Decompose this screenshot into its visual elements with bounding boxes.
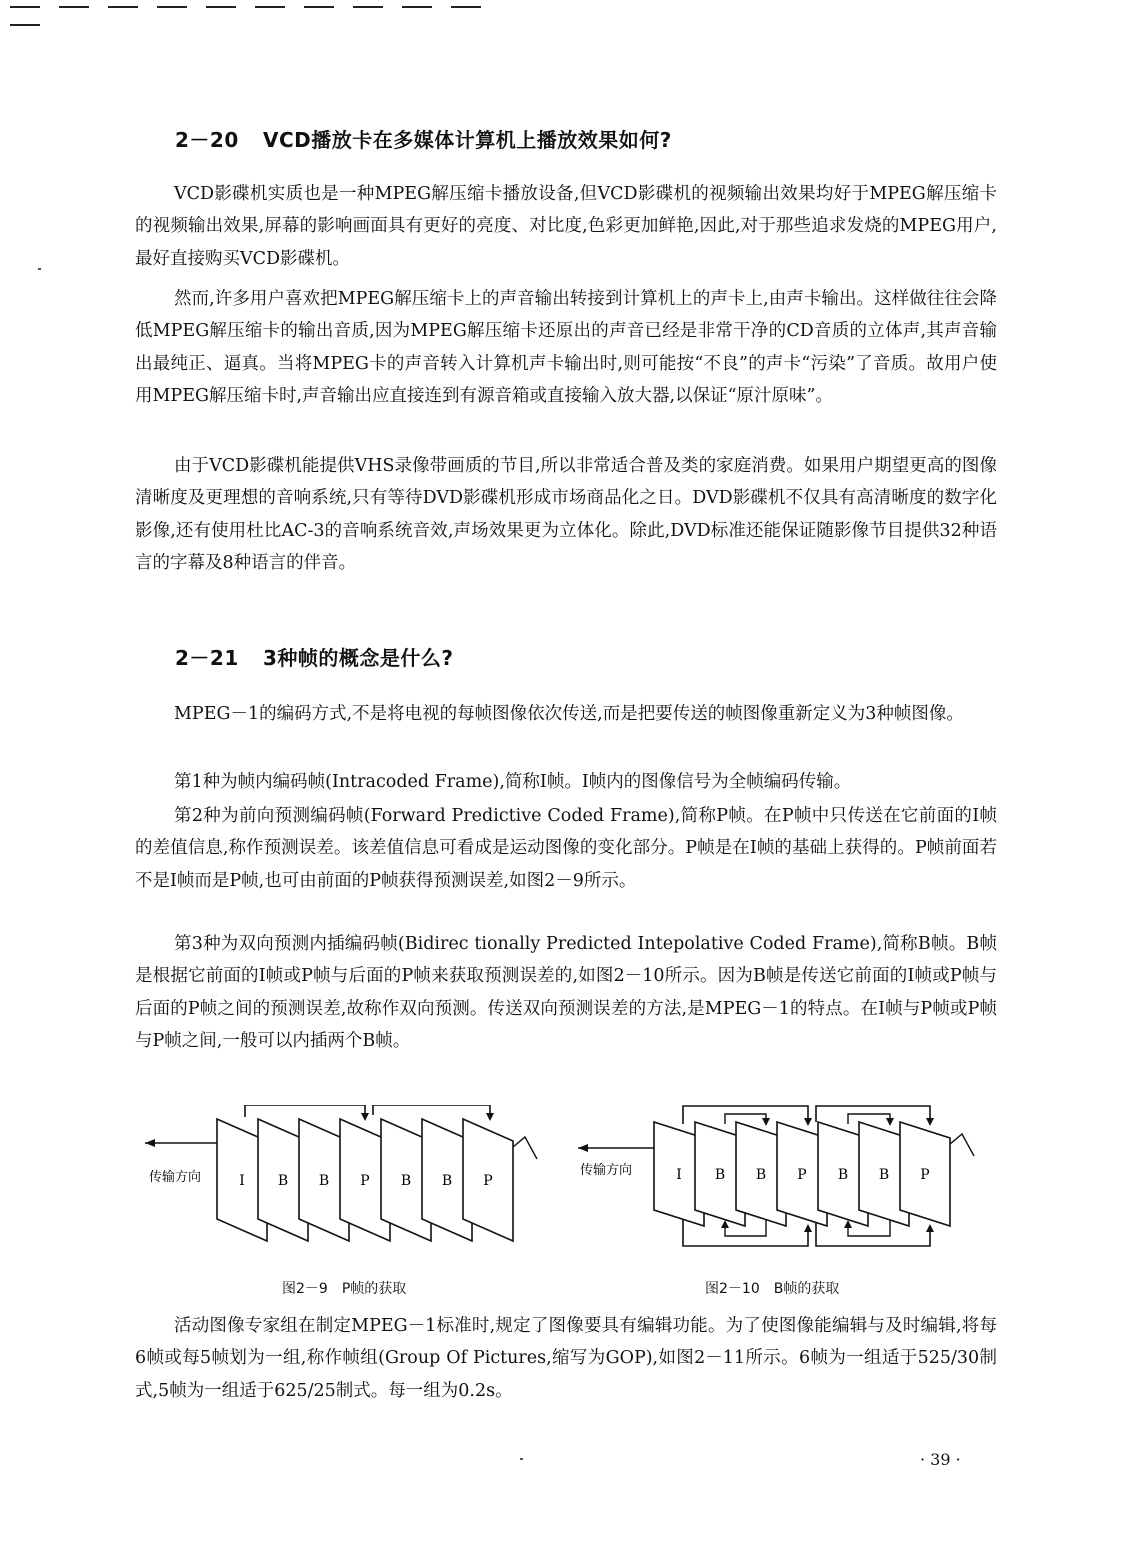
arrowhead <box>804 1118 812 1126</box>
frame-label: B <box>318 1173 330 1189</box>
arrowhead <box>926 1118 934 1126</box>
direction-label: 传输方向 <box>149 1170 202 1185</box>
arrowhead <box>361 1113 369 1121</box>
frame-label: P <box>360 1173 370 1189</box>
paragraph-gop-editing: 活动图像专家组在制定MPEG－1标准时,规定了图像要具有编辑功能。为了使图像能编辑与及时编辑,将每6帧或每5帧划为一组,称作帧组(Group Of Pictures,缩写为GOP),如图2－11所示。6帧为一组适于525/30制式,5帧为一组适于625/25制式。每一组为0.2s。 <box>135 1316 997 1401</box>
bidirectional-arrow <box>725 1114 766 1124</box>
section-title: 3种帧的概念是什么? <box>263 646 454 670</box>
arrowhead <box>486 1113 494 1121</box>
frame-label: B <box>441 1173 453 1189</box>
section-number: 2－21 <box>175 646 239 670</box>
feedback-arrow-i-to-p <box>245 1105 365 1117</box>
frame-label: P <box>797 1167 807 1183</box>
arrowhead <box>762 1118 770 1126</box>
feedback-arrow-p-to-p <box>373 1105 490 1115</box>
figure-2-9-svg <box>145 1105 565 1250</box>
paragraph-p-frame: 第2种为前向预测编码帧(Forward Predictive Coded Frame),简称P帧。在P帧中只传送在它前面的I帧的差值信息,称作预测误差。该差值信息可看成是运动图像的变化部分。P帧是在I帧的基础上获得的。P帧前面若不是I帧而是P帧,也可由前面的P帧获得预测误差,如图2－9所示。 <box>135 806 997 891</box>
frame-sequence <box>217 1119 537 1241</box>
frame-label: B <box>837 1167 849 1183</box>
bidirectional-arrow <box>848 1114 890 1124</box>
figure-b-frame-diagram <box>578 1100 998 1260</box>
arrowhead <box>886 1118 894 1126</box>
paragraph-dvd-future: 由于VCD影碟机能提供VHS录像带画质的节目,所以非常适合普及类的家庭消费。如果用户期望更高的图像清晰度及更理想的音响系统,只有等待DVD影碟机形成市场商品化之日。DVD影碟机不仅具有高清晰度的数字化影像,还有使用杜比AC-3的音响系统音效,声场效果更为立体化。除此,DVD标准还能保证随影像节目提供32种语言的字幕及8种语言的伴音。 <box>135 456 997 574</box>
paragraph-mpeg1-coding: MPEG－1的编码方式,不是将电视的每帧图像依次传送,而是把要传送的帧图像重新定义为3种帧图像。 <box>174 704 964 724</box>
sequence-tail <box>950 1134 974 1156</box>
section-heading-2-21 <box>175 642 454 671</box>
figure-2-9-caption: 图2－9 P帧的获取 <box>282 1281 407 1297</box>
arrowhead <box>145 1139 155 1147</box>
section-heading-2-20 <box>175 124 672 153</box>
section-number: 2－20 <box>175 128 239 152</box>
scan-speck <box>38 268 41 270</box>
paragraph-sound-output: 然而,许多用户喜欢把MPEG解压缩卡上的声音输出转接到计算机上的声卡上,由声卡输出。这样做往往会降低MPEG解压缩卡的输出音质,因为MPEG解压缩卡还原出的声音已经是非常干净的CD音质的立体声,其声音输出最纯正、逼真。当将MPEG卡的声音转入计算机声卡输出时,则可能按“不良”的声卡“污染”了音质。故用户使用MPEG解压缩卡时,声音输出应直接连到有源音箱或直接输入放大器,以保证“原汁原味”。 <box>135 289 997 407</box>
figure-2-10-svg <box>578 1100 998 1260</box>
arrowhead <box>804 1224 812 1232</box>
sequence-tail <box>513 1137 537 1159</box>
frame-label: I <box>239 1173 245 1189</box>
forward-arrow-i-to-p <box>683 1106 808 1124</box>
frame-label: B <box>714 1167 726 1183</box>
frame-label: B <box>400 1173 412 1189</box>
figure-2-10-caption: 图2－10 B帧的获取 <box>705 1281 840 1297</box>
paragraph-vcd-quality: VCD影碟机实质也是一种MPEG解压缩卡播放设备,但VCD影碟机的视频输出效果均好于MPEG解压缩卡的视频输出效果,屏幕的影响画面具有更好的亮度、对比度,色彩更加鲜艳,因此,对于那些追求发烧的MPEG用户,最好直接购买VCD影碟机。 <box>135 184 997 269</box>
page-number: · 39 · <box>920 1450 961 1469</box>
backward-arrow <box>816 1220 930 1246</box>
section-title: VCD播放卡在多媒体计算机上播放效果如何? <box>263 128 672 152</box>
frame-label: B <box>277 1173 289 1189</box>
top-dash-border <box>10 6 530 10</box>
frame-label: P <box>483 1173 493 1189</box>
arrowhead <box>926 1224 934 1232</box>
frame-label: B <box>878 1167 890 1183</box>
figure-p-frame-diagram <box>145 1105 565 1250</box>
paragraph-b-frame: 第3种为双向预测内插编码帧(Bidirec tionally Predicted Intepolative Coded Frame),简称B帧。B帧是根据它前面的I帧或P帧与后面的P帧来获取预测误差的,如图2－10所示。因为B帧是传送它前面的I帧或P帧与后面的P帧之间的预测误差,故称作双向预测。传送双向预测误差的方法,是MPEG－1的特点。在I帧与P帧或P帧与P帧之间,一般可以内插两个B帧。 <box>135 934 997 1052</box>
frame-label: I <box>676 1167 682 1183</box>
frame-label: B <box>755 1167 767 1183</box>
frame-label: P <box>920 1167 930 1183</box>
paragraph-i-frame: 第1种为帧内编码帧(Intracoded Frame),简称I帧。I帧内的图像信号为全帧编码传输。 <box>174 772 852 792</box>
scan-speck <box>520 1458 523 1460</box>
direction-label: 传输方向 <box>580 1163 633 1178</box>
arrowhead <box>578 1144 588 1152</box>
frame-sequence <box>654 1122 974 1226</box>
